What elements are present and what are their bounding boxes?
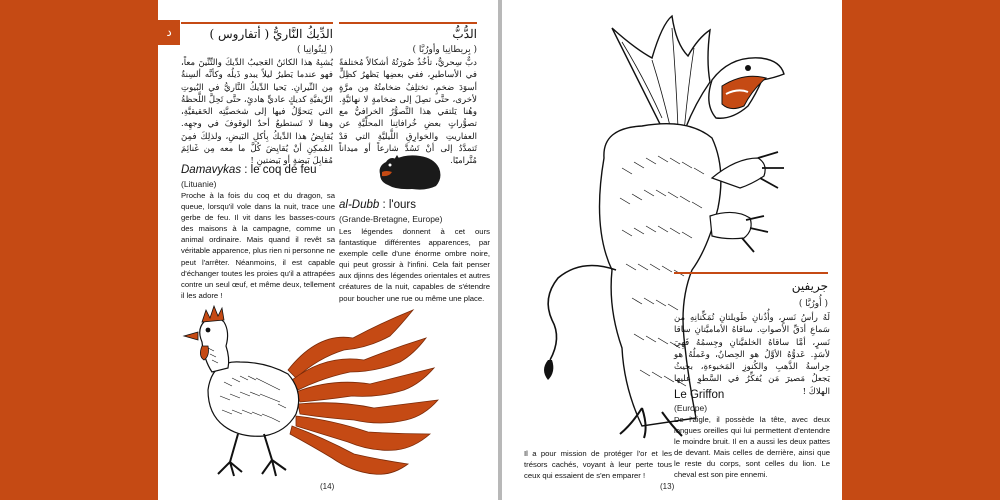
page-number-left: (14) [320, 482, 335, 491]
dik-arabic-origin: ( لِيتُوانِيا ) [296, 45, 333, 55]
griffon-french-text: De l'aigle, il possède la tête, avec deux longues oreilles qui lui permettent d'entendre le moindre bruit. Il en a aussi les deux pattes de devant. Mais celles de derrière, ainsi que le reste du corps, sont celles du lion. Le cheval est son pire ennemi. [674, 415, 830, 480]
dik-arabic-text: يُشبِهُ هذا الكائنُ العَجيبُ الدِّيكَ والتِّنِّينَ معاً، فهو عندما يَطيرُ ليلاً يبدو ذَيلُه وكأنَّه ألسِنةٌ مِن النِّيرانِ. يَحيا الدِّيكُ النَّاريُّ في البُيوتِ الرِّيفيَّةِ كديكٍ عاديٍّ هادئٍ، حتَّى تَحِلَّ اللَّحظةُ التي يَتحوَّلُ فيها إلى شخصيَّتِه الحَقيقيَّةِ، وهنا لا تَستطيعُ أحدٌ الوقوفَ في وجهِه. يُقايِضُ هذا الدِّيكُ بِأكلِ البَيضِ، ولذلِكَ فمِنَ المُمكِنِ أنْ يُقايِضَ كُلَّ ما معه مِن غَنائِمَ مُقابِلَ بَيضةٍ أو بَيضتينِ ! [181, 58, 333, 167]
griffon-french-title: Le Griffon [674, 389, 725, 401]
left-page [158, 0, 498, 500]
dik-arabic-title: الدِّيكُ النَّاريُّ ( أتفاروس ) [209, 27, 333, 41]
right-page [502, 0, 842, 500]
dubb-arabic-origin: ( بِريطانِيا وأورُبَّا ) [412, 45, 477, 55]
dubb-french-title [339, 199, 489, 211]
fire-rooster-illustration [168, 302, 458, 482]
page-number-right: (13) [660, 482, 675, 491]
dik-title-rule [181, 22, 333, 24]
griffon-arabic-title: جريفين [791, 279, 828, 293]
dik-french-origin: (Lituanie) [181, 179, 217, 189]
griffon-arabic-origin: ( أُورُبَّا ) [798, 299, 828, 309]
griffon-title-rule [674, 272, 828, 274]
griffon-french-origin: (Europe) [674, 403, 708, 413]
dubb-french-title-name: al-Dubb [339, 199, 380, 211]
dubb-french-title-rest: : l'ours [379, 199, 416, 211]
dik-french-title-name: Damavykas [181, 164, 242, 176]
section-letter-tab: د [158, 20, 180, 45]
dik-french-text: Proche à la fois du coq et du dragon, sa queue, lorsqu'il vole dans la nuit, trace une gerbe de feu. Il vit dans les basses-cours des maisons à la campagne, comme un animal ordinaire. Mais quand il revêt sa véritable apparence, plus rien ni personne ne peut l'arrêter. Néanmoins, il est capable d'échanger toutes les proies qu'il a attrapées contre un seul œuf, et même deux, tellement il les adore ! [181, 191, 335, 300]
dubb-title-rule [339, 22, 477, 24]
griffon-french-caption: Il a pour mission de protéger l'or et les trésors cachés, voyant à leur perte tous ceux qui essaient de s'en emparer ! [524, 449, 672, 481]
dubb-french-text: Les légendes donnent à cet ours fantastique différentes apparences, par exemple celle d'une énorme ombre noire, qui peut grossir à l'infini. Cela fait penser aux djinns des légendes orientales et autres créatures de la nuit, capables de s'étendre pour boucher une rue ou même une place. [339, 227, 490, 303]
griffon-arabic-text: لَهُ رأسُ نَسرٍ، وأُذُنانِ طَويلتانِ تُمَكِّنانِهِ من سَماعِ أدَقِّ الأصواتِ. ساقاهُ الأماميَّتانِ ساقا نَسرٍ، أمَّا ساقاهُ الخلفيَّتانِ وجِسمُهُ فَهِيَ لأسَدٍ. عَدوُّهُ الأوَّلُ هو الحِصانُ، وعَملُهُ هو حِراسةُ الذَّهبِ والكُنوزِ المَخبوءةِ، بحيثُ يَجعلُ مَصيرَ مَن يُفكِّرُ في السَّطوِ عليها الهلاكَ ! [674, 313, 830, 397]
dik-french-title [181, 164, 333, 176]
dubb-arabic-title: الدُّبُّ [452, 27, 477, 41]
dubb-french-origin: (Grande-Bretagne, Europe) [339, 214, 443, 224]
dik-french-title-rest: : le coq de feu [241, 164, 317, 176]
bear-illustration [376, 150, 444, 192]
dubb-arabic-text: دبٌّ سِحريٌّ، تأخُذُ صُورَتُهُ أشكالاً مُختلفةً في الأساطيرِ، ففي بعضِها يَظهرُ كظِلٍّ أسوَدَ ضخمٍ، تختلِفُ ضخامتُهُ مِن مرَّةٍ لأخرى، حتَّى تصِلَ إلى ضخامةٍ لا نهائيَّةٍ. وهُنا يَلتقي هذا التَّصوُّرُ الخرافيُّ مع تصوُّراتٍ بعضِ خُرافاتِنا المحلِّيَّةِ عن العفاريتِ والخوارِقِ اللَّيليَّةِ التي قدْ تَتمدَّدُ إلى أنْ تَسُدَّ شارعاً أو ميداناً مُتَّراميًا. [339, 58, 477, 167]
